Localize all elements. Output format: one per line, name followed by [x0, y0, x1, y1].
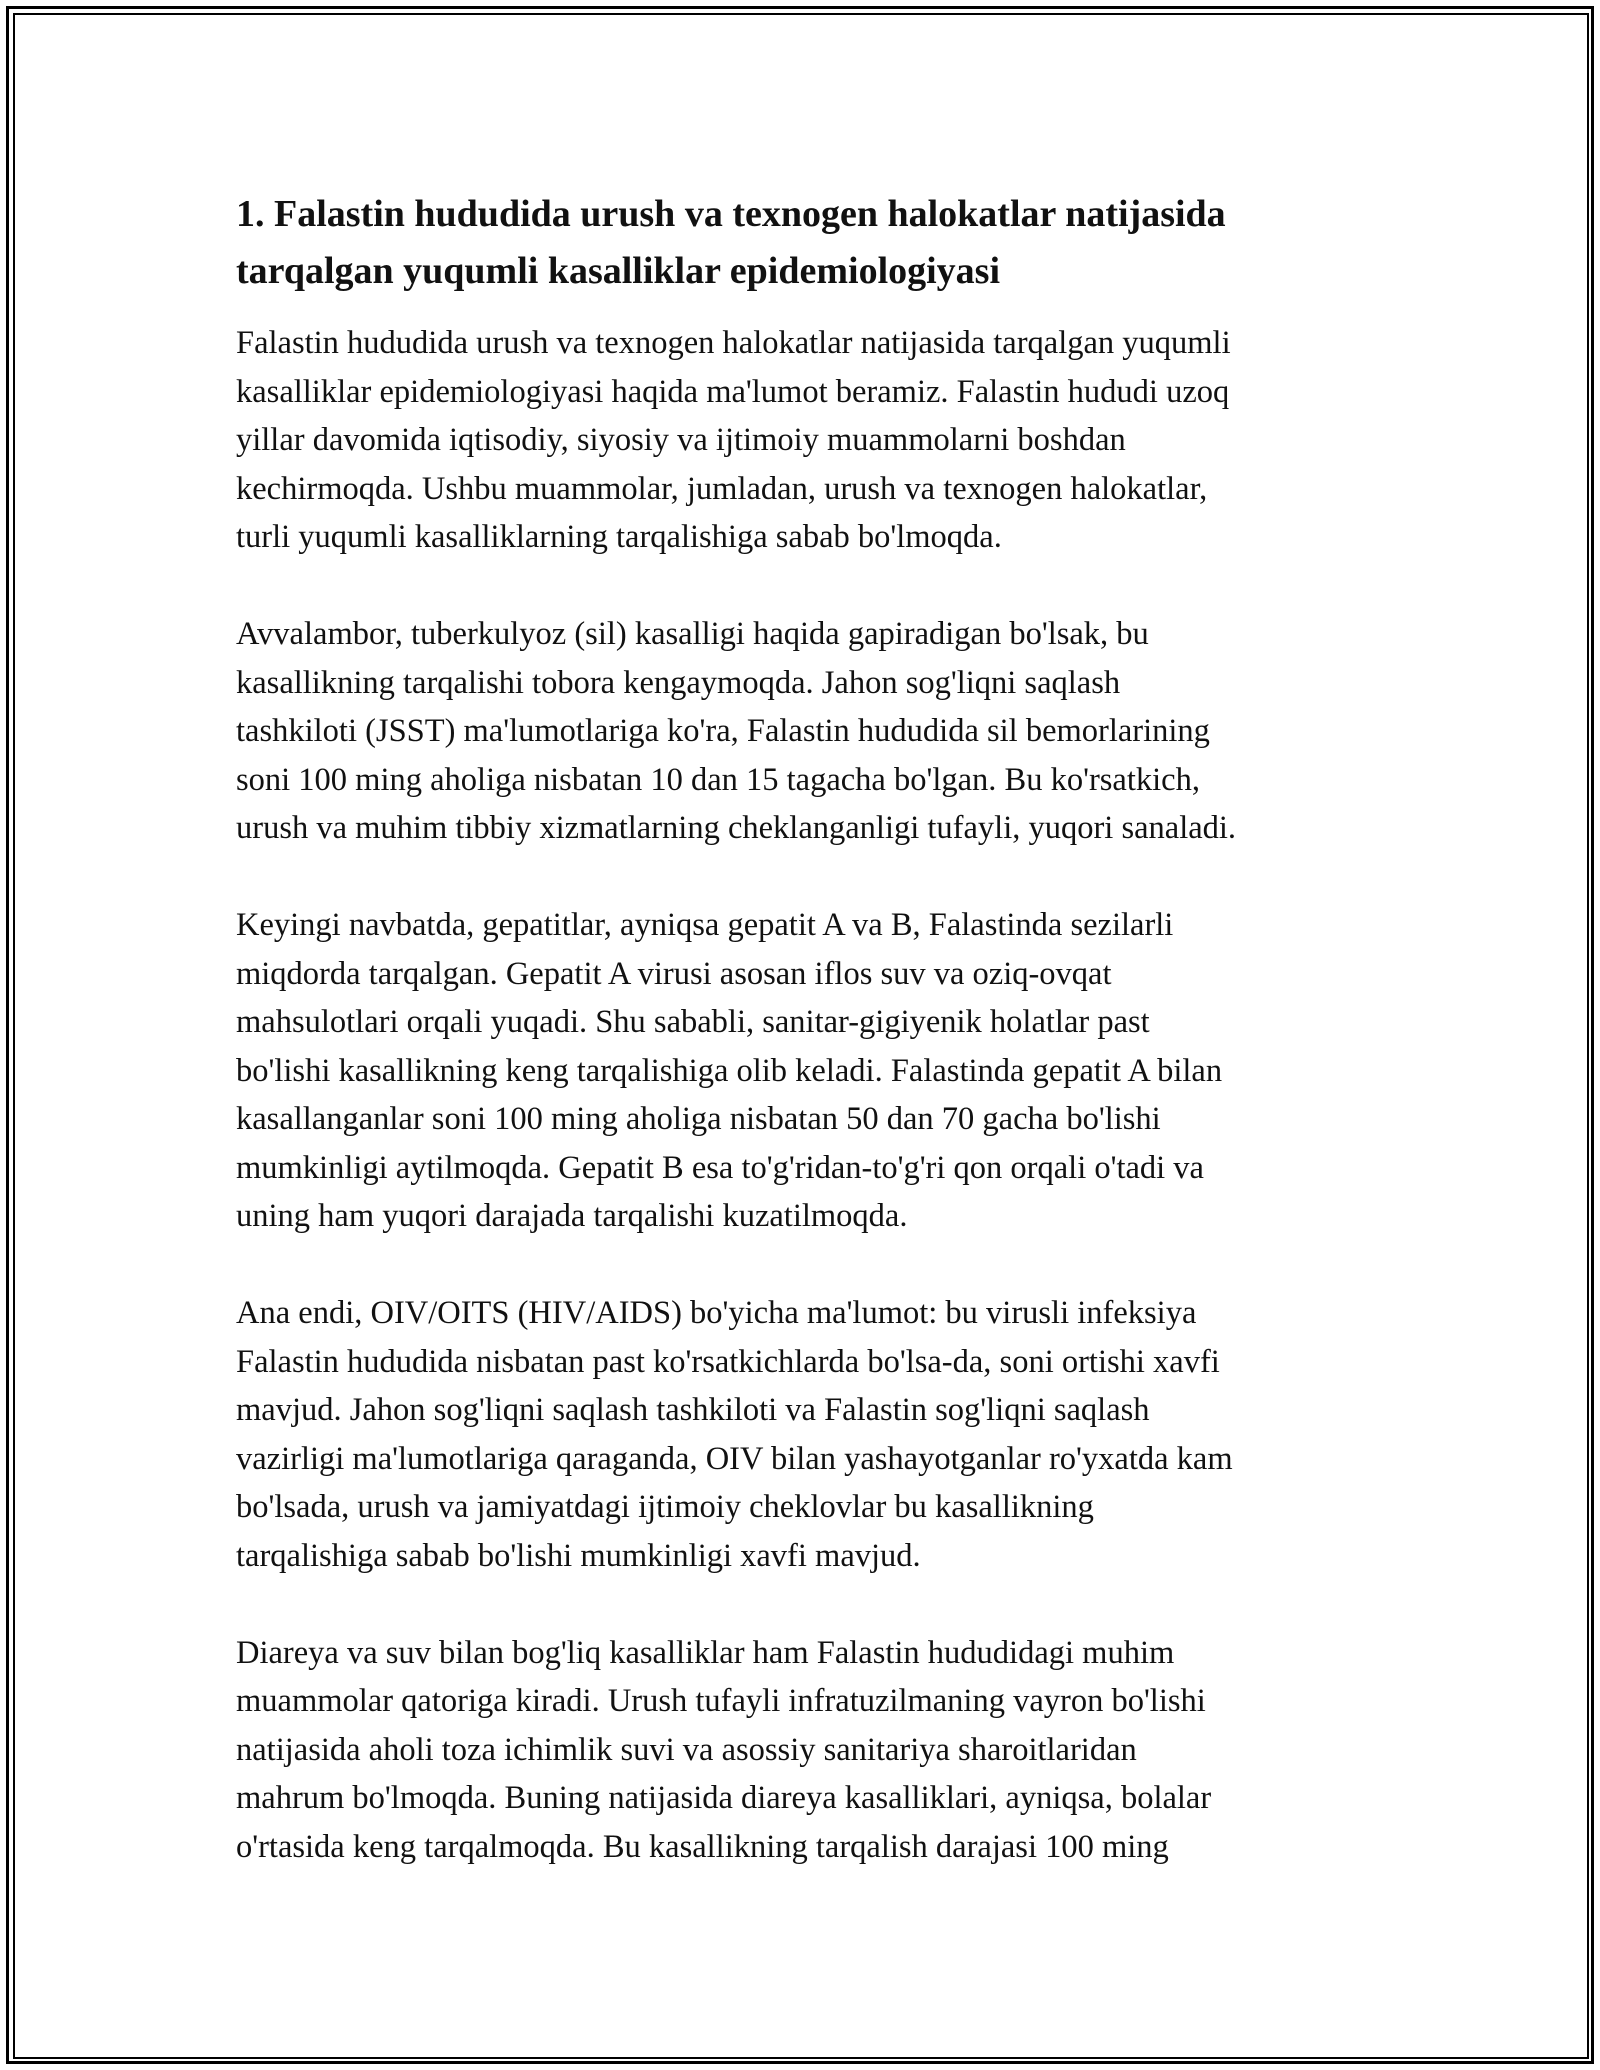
- text-line: uning ham yuqori darajada tarqalishi kuzatilmoqda.: [236, 1198, 908, 1234]
- paragraph-tuberculosis: [236, 610, 1368, 853]
- text-line: Diareya va suv bilan bog'liq kasalliklar ham Falastin hududidagi muhim: [236, 1634, 1175, 1671]
- text-line: kasallikning tarqalishi tobora kengaymoqda. Jahon sog'liqni saqlash: [236, 664, 1121, 701]
- text-line: tashkiloti (JSST) ma'lumotlariga ko'ra, Falastin hududida sil bemorlarining: [236, 713, 1210, 749]
- text-line: urush va muhim tibbiy xizmatlarning cheklanganligi tufayli, yuqori sanaladi.: [236, 810, 1237, 846]
- text-line: miqdorda tarqalgan. Gepatit A virusi asosan iflos suv va oziq-ovqat: [236, 955, 1112, 992]
- document-body: [236, 186, 1368, 1871]
- text-line: Avvalambor, tuberkulyoz (sil) kasalligi haqida gapiradigan bo'lsak, bu: [236, 616, 1149, 652]
- paragraph-hiv: [236, 1289, 1368, 1580]
- text-line: kechirmoqda. Ushbu muammolar, jumladan, urush va texnogen halokatlar,: [236, 470, 1208, 507]
- text-line: Falastin hududida urush va texnogen halokatlar natijasida tarqalgan yuqumli: [236, 325, 1231, 361]
- text-line: Keyingi navbatda, gepatitlar, ayniqsa gepatit A va B, Falastinda sezilarli: [236, 907, 1174, 943]
- text-line: Falastin hududida nisbatan past ko'rsatkichlarda bo'lsa-da, soni ortishi xavfi: [236, 1343, 1220, 1380]
- text-line: bo'lsada, urush va jamiyatdagi ijtimoiy cheklovlar bu kasallikning: [236, 1489, 1094, 1525]
- text-line: bo'lishi kasallikning keng tarqalishiga olib keladi. Falastinda gepatit A bilan: [236, 1052, 1223, 1089]
- text-line: mumkinligi aytilmoqda. Gepatit B esa to'g'ridan-to'g'ri qon orqali o'tadi va: [236, 1149, 1204, 1186]
- page-title-line: 1. Falastin hududida urush va texnogen halokatlar natijasida: [236, 193, 1226, 235]
- text-line: vazirligi ma'lumotlariga qaraganda, OIV bilan yashayotganlar ro'yxatda kam: [236, 1440, 1233, 1477]
- text-line: soni 100 ming aholiga nisbatan 10 dan 15 tagacha bo'lgan. Bu ko'rsatkich,: [236, 761, 1200, 798]
- text-line: mahrum bo'lmoqda. Buning natijasida diareya kasalliklari, ayniqsa, bolalar: [236, 1780, 1212, 1816]
- text-line: muammolar qatoriga kiradi. Urush tufayli infratuzilmaning vayron bo'lishi: [236, 1683, 1206, 1719]
- page-title-line: tarqalgan yuqumli kasalliklar epidemiologiyasi: [236, 250, 1001, 292]
- text-line: mavjud. Jahon sog'liqni saqlash tashkiloti va Falastin sog'liqni saqlash: [236, 1392, 1150, 1428]
- paragraph-intro: [236, 319, 1368, 562]
- text-line: tarqalishiga sabab bo'lishi mumkinligi xavfi mavjud.: [236, 1537, 921, 1574]
- paragraph-diarrhea: [236, 1629, 1368, 1872]
- text-line: yillar davomida iqtisodiy, siyosiy va ijtimoiy muammolarni boshdan: [236, 422, 1126, 458]
- paragraph-hepatitis: [236, 901, 1368, 1241]
- text-line: natijasida aholi toza ichimlik suvi va asossiy sanitariya sharoitlaridan: [236, 1731, 1137, 1768]
- text-line: Ana endi, OIV/OITS (HIV/AIDS) bo'yicha ma'lumot: bu virusli infeksiya: [236, 1295, 1197, 1331]
- text-line: kasalliklar epidemiologiyasi haqida ma'lumot beramiz. Falastin hududi uzoq: [236, 373, 1230, 410]
- text-line: kasallanganlar soni 100 ming aholiga nisbatan 50 dan 70 gacha bo'lishi: [236, 1101, 1161, 1137]
- text-line: o'rtasida keng tarqalmoqda. Bu kasallikning tarqalish darajasi 100 ming: [236, 1828, 1169, 1865]
- text-line: turli yuqumli kasalliklarning tarqalishiga sabab bo'lmoqda.: [236, 519, 1002, 555]
- text-line: mahsulotlari orqali yuqadi. Shu sababli, sanitar-gigiyenik holatlar past: [236, 1004, 1150, 1040]
- page-title: [236, 186, 1368, 300]
